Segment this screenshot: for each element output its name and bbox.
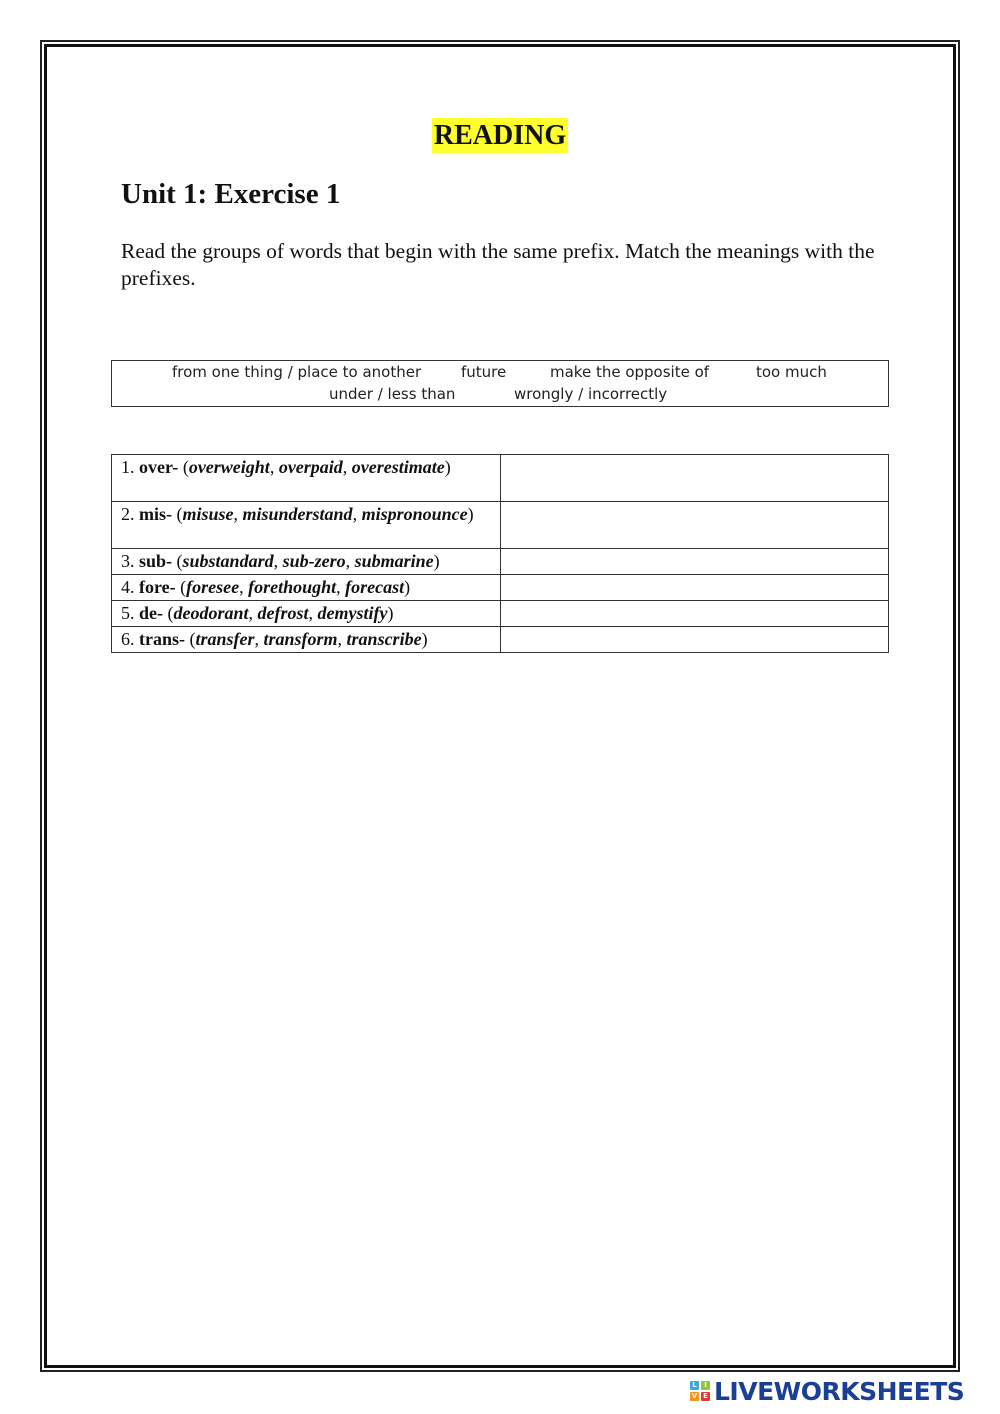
table-row (112, 549, 889, 575)
section-heading (0, 120, 1000, 152)
unit-title: Unit 1: Exercise 1 (121, 178, 341, 210)
word-bank-item[interactable]: wrongly / incorrectly (514, 385, 668, 403)
liveworksheets-logo[interactable] (690, 1376, 964, 1406)
table-row (112, 627, 889, 653)
word-bank-item[interactable]: too much (756, 363, 827, 381)
answer-drop-zone[interactable] (500, 549, 889, 575)
table-row (112, 502, 889, 549)
word-bank-item[interactable]: future (461, 363, 507, 381)
instructions: Read the groups of words that begin with the same prefix. Match the meanings with the prefixes. (121, 239, 875, 290)
brand-name: LIVEWORKSHEETS (714, 1376, 965, 1406)
prefix-cell: 4. fore- (foresee, forethought, forecast) (112, 575, 501, 601)
answer-drop-zone[interactable] (500, 502, 889, 549)
table-row (112, 455, 889, 502)
word-bank (111, 360, 889, 407)
answer-drop-zone[interactable] (500, 575, 889, 601)
table-row (112, 601, 889, 627)
matching-table (111, 454, 889, 653)
answer-drop-zone[interactable] (500, 627, 889, 653)
prefix-cell: 1. over- (overweight, overpaid, overestimate) (112, 455, 501, 502)
prefix-cell: 5. de- (deodorant, defrost, demystify) (112, 601, 501, 627)
answer-drop-zone[interactable] (500, 601, 889, 627)
prefix-cell: 3. sub- (substandard, sub-zero, submarine) (112, 549, 501, 575)
reading-label: READING (433, 120, 567, 151)
live-blocks-icon: L I V E (690, 1381, 710, 1401)
word-bank-item[interactable]: from one thing / place to another (172, 363, 422, 381)
prefix-cell: 6. trans- (transfer, transform, transcribe) (112, 627, 501, 653)
answer-drop-zone[interactable] (500, 455, 889, 502)
word-bank-item[interactable]: under / less than (329, 385, 456, 403)
table-row (112, 575, 889, 601)
word-bank-item[interactable]: make the opposite of (550, 363, 710, 381)
prefix-cell: 2. mis- (misuse, misunderstand, mispronounce) (112, 502, 501, 549)
